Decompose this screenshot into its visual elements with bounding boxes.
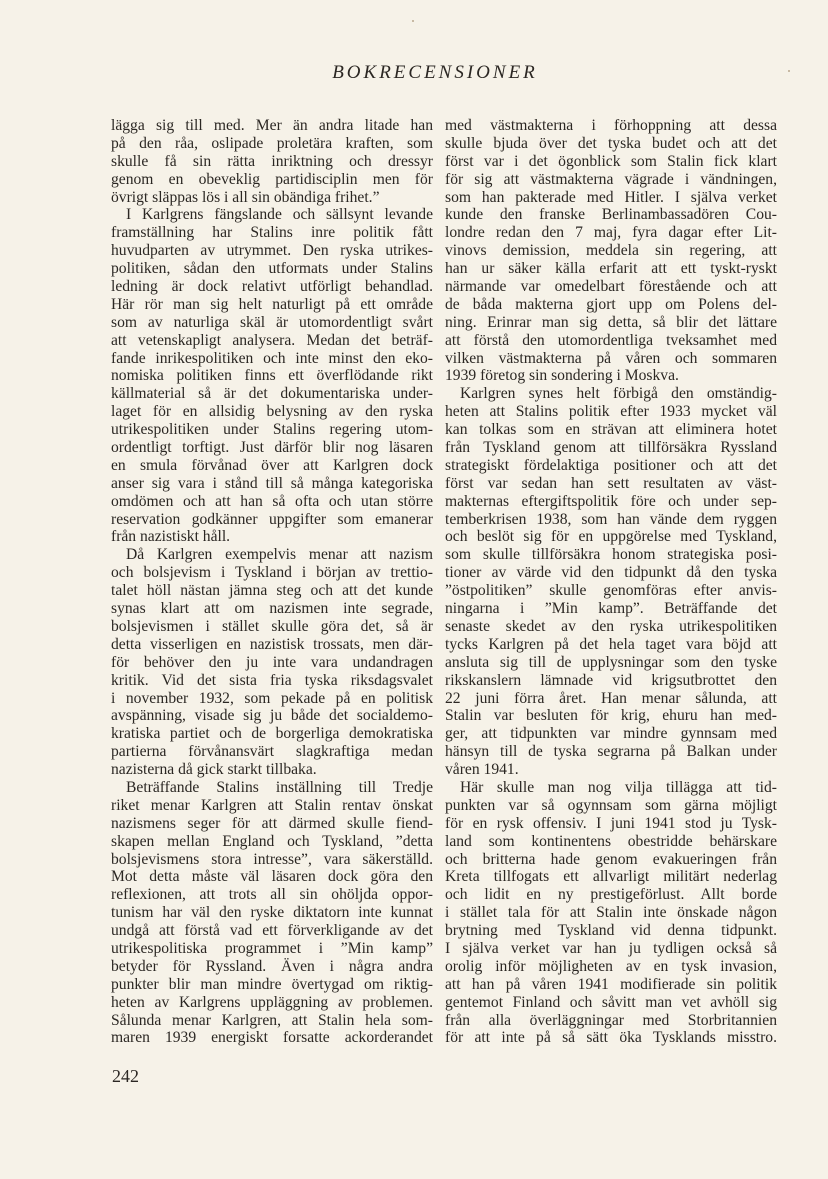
text-line: de båda makterna gjort upp om Polens del- [445, 295, 777, 313]
text-line: laget för en allsidig belysning av den ryska [111, 403, 433, 421]
text-column-right [445, 117, 777, 1047]
text-line: källmaterial så är det dokumentariska under- [111, 385, 433, 403]
text-line: från nazistiskt håll. [111, 528, 231, 546]
text-line: nazisterna då gick starkt tillbaka. [111, 761, 317, 779]
text-line: först var sedan han sett resultaten av väst- [445, 474, 777, 492]
text-line: Mot detta måste väl läsaren dock göra den [111, 868, 433, 886]
text-line: betyder för Ryssland. Även i några andra [111, 957, 433, 975]
text-line: ger, att tidpunkten var mindre gynnsam med [445, 725, 777, 743]
text-line: att vetenskapligt analysera. Medan det beträf- [111, 331, 433, 349]
text-line: kratiska partiet och de borgerliga demokratiska [111, 725, 433, 743]
text-line: Stalin var besluten för krig, ehuru han med- [445, 707, 777, 725]
text-line: punkten var så ogynnsam som gärna möjligt [445, 796, 777, 814]
text-line: övrigt släppas lös i all sin obändiga frihet.” [111, 188, 380, 206]
text-line: bolsjevismen i stället skulle göra det, så är [111, 617, 433, 635]
text-line: nomiska politiken finns ett överflödande rikt [111, 367, 433, 385]
text-line: reflexionen, att trots all sin ohöljda oppor- [111, 886, 433, 904]
scan-speck [412, 20, 414, 22]
text-line: ordentligt torftigt. Just därför blir nog läsaren [111, 439, 433, 457]
text-line: att förstå den utomordentliga tveksamhet med [445, 331, 777, 349]
text-line: i stället tala för att Stalin inte önskade någon [445, 904, 777, 922]
text-line: talet höll nästan jämna steg och att det kunde [111, 582, 433, 600]
text-line: temberkrisen 1938, som han vände dem ryggen [445, 510, 777, 528]
text-line: reservation godkänner uppgifter som emanerar [111, 510, 433, 528]
text-line: punkter blir man mindre övertygad om riktig- [111, 975, 433, 993]
text-line: ansluta sig till de upplysningar som den tyske [445, 653, 777, 671]
text-line: vilken västmakterna på våren och sommaren [445, 349, 777, 367]
text-line: utrikespolitiken under Stalins regering utom- [111, 421, 433, 439]
text-line: 22 juni förra året. Han menar sålunda, att [445, 689, 777, 707]
text-line: riket menar Karlgren att Stalin rentav önskat [111, 796, 433, 814]
text-line: vinovs demission, meddela sin regering, att [445, 242, 777, 260]
text-line: fande inrikespolitiken och inte minst den eko- [111, 349, 433, 367]
text-line: Karlgren synes helt förbigå den omständig- [460, 385, 777, 403]
text-line: strategiskt fördelaktiga positioner och att det [445, 456, 777, 474]
text-line: han ur säker källa erfarit att ett tyskt-ryskt [445, 260, 777, 278]
text-line: Beträffande Stalins inställning till Tredje [126, 778, 433, 796]
text-line: på den råa, oslipade proletära kraften, som [111, 134, 433, 152]
text-line: I Karlgrens fängslande och sällsynt levande [126, 206, 433, 224]
text-line: avspänning, visade sig ju både det socialdemo- [111, 707, 433, 725]
text-line: skapen mellan England och Tyskland, ”detta [111, 832, 433, 850]
text-line: tycks Karlgren på det hela taget vara böjd att [445, 635, 777, 653]
text-line: huvudparten av utrymmet. Den ryska utrikes- [111, 242, 433, 260]
page-number: 242 [112, 1066, 139, 1086]
text-line: skulle bjuda över det tyska budet och att det [445, 134, 777, 152]
text-line: som skulle tillförsäkra honom strategiska posi- [445, 546, 777, 564]
text-line: Sålunda menar Karlgren, att Stalin hela som- [111, 1011, 433, 1029]
text-line: I själva verket var han ju tydligen också så [445, 939, 777, 957]
text-line: undgå att förstå vad ett förverkligande av det [111, 922, 433, 940]
text-line: och bolsjevism i Tyskland i början av trettio- [111, 564, 433, 582]
text-line: heten att Stalins politik efter 1933 mycket väl [445, 403, 777, 421]
text-line: Då Karlgren exempelvis menar att nazism [126, 546, 433, 564]
text-line: partierna förvånansvärt slagkraftiga medan [111, 743, 433, 761]
text-line: londre redan den 7 maj, fyra dagar efter Lit- [445, 224, 777, 242]
text-line: kunde den franske Berlinambassadören Cou- [445, 206, 777, 224]
text-line: hänsyn till de tyska segrarna på Balkan under [445, 743, 777, 761]
text-line: skulle få sin rätta inriktning och dressyr [111, 152, 433, 170]
text-line: tioner av värde vid den tidpunkt då den tyska [445, 564, 777, 582]
text-line: från alla överläggningar med Storbritannien [445, 1011, 777, 1029]
text-line: nazismens seger för att därmed skulle fiend- [111, 814, 433, 832]
text-line: från Tyskland genom att tillförsäkra Ryssland [445, 439, 777, 457]
text-line: land som kontinentens obestridde behärskare [445, 832, 777, 850]
text-line: maren 1939 energiskt forsatte ackorderandet [111, 1029, 433, 1047]
text-line: i november 1932, som pekade på en politisk [111, 689, 433, 707]
text-line: och lidit en ny prestigeförlust. Allt borde [445, 886, 777, 904]
text-line: som han pakterade med Hitler. I själva verket [445, 188, 777, 206]
text-line: våren 1941. [445, 761, 519, 779]
text-line: för behöver den ju inte vara undandragen [111, 653, 433, 671]
text-line: och beslöt sig för en uppgörelse med Tyskland, [445, 528, 777, 546]
text-line: kritik. Vid det sista fria tyska riksdagsvalet [111, 671, 433, 689]
text-line: heten av Karlgrens uppläggning av problemen. [111, 993, 433, 1011]
text-line: detta visserligen en nazistisk trossats, men där- [111, 635, 433, 653]
text-line: anser sig vara i stånd till så många kategoriska [111, 474, 433, 492]
text-line: synas klart att om nazismen inte segrade, [111, 600, 433, 618]
text-line: Här skulle man nog vilja tillägga att tid- [460, 778, 777, 796]
text-line: 1939 företog sin sondering i Moskva. [445, 367, 679, 385]
text-line: som av naturliga skäl är utomordentligt svårt [111, 313, 433, 331]
scan-speck [788, 70, 790, 72]
text-line: gentemot Finland och såvitt man vet avhöll sig [445, 993, 777, 1011]
text-line: för sig att västmakterna vägrade i vändningen, [445, 170, 777, 188]
text-line: Här rör man sig helt naturligt på ett område [111, 295, 433, 313]
text-line: genom en obeveklig partidisciplin men för [111, 170, 433, 188]
text-line: Kreta tillfogats ett allvarligt militärt nederlag [445, 868, 777, 886]
text-line: med västmakterna i förhoppning att dessa [445, 117, 777, 134]
text-line: senaste skedet av den ryska utrikespolitiken [445, 617, 777, 635]
text-line: bolsjevismens stora intresse”, vara säkerställd. [111, 850, 433, 868]
text-line: utrikespolitiska programmet i ”Min kamp” [111, 939, 433, 957]
text-line: tunism har väl den ryske diktatorn inte kunnat [111, 904, 433, 922]
text-line: för en rysk offensiv. I juni 1941 stod ju Tysk- [445, 814, 777, 832]
text-line: för att inte på så sätt öka Tysklands misstro. [445, 1029, 777, 1047]
text-line: att han på våren 1941 modifierade sin politik [445, 975, 777, 993]
text-line: en smula förvånad över att Karlgren dock [111, 456, 433, 474]
text-line: lägga sig till med. Mer än andra litade han [111, 117, 433, 134]
text-line: ningarna i ”Min kamp”. Beträffande det [445, 600, 777, 618]
text-line: makternas eftergiftspolitik före och under sep- [445, 492, 777, 510]
text-line: rikskanslern lämnade vid krigsutbrottet den [445, 671, 777, 689]
text-line: ledning är dock relativt utförligt behandlad. [111, 278, 433, 296]
text-line: och britterna hade genom evakueringen från [445, 850, 777, 868]
text-line: omdömen och att han så ofta och utan större [111, 492, 433, 510]
text-line: ”östpolitiken” skulle genomföras efter anvis- [445, 582, 777, 600]
text-line: närmande var omedelbart förestående och att [445, 278, 777, 296]
text-line: orolig inför möjligheten av en tysk invasion, [445, 957, 777, 975]
text-column-left [111, 117, 433, 1047]
text-line: brytning med Tyskland vid denna tidpunkt. [445, 922, 777, 940]
text-line: först var i det ögonblick som Stalin fick klart [445, 152, 777, 170]
running-head-title: BOKRECENSIONER [332, 62, 538, 83]
text-line: politiken, sådan den utformats under Stalins [111, 260, 433, 278]
text-line: ning. Erinrar man sig detta, så blir det lättare [445, 313, 777, 331]
text-line: kan tolkas som en strävan att eliminera hotet [445, 421, 777, 439]
text-line: framställning har Stalins inre politik fått [111, 224, 433, 242]
